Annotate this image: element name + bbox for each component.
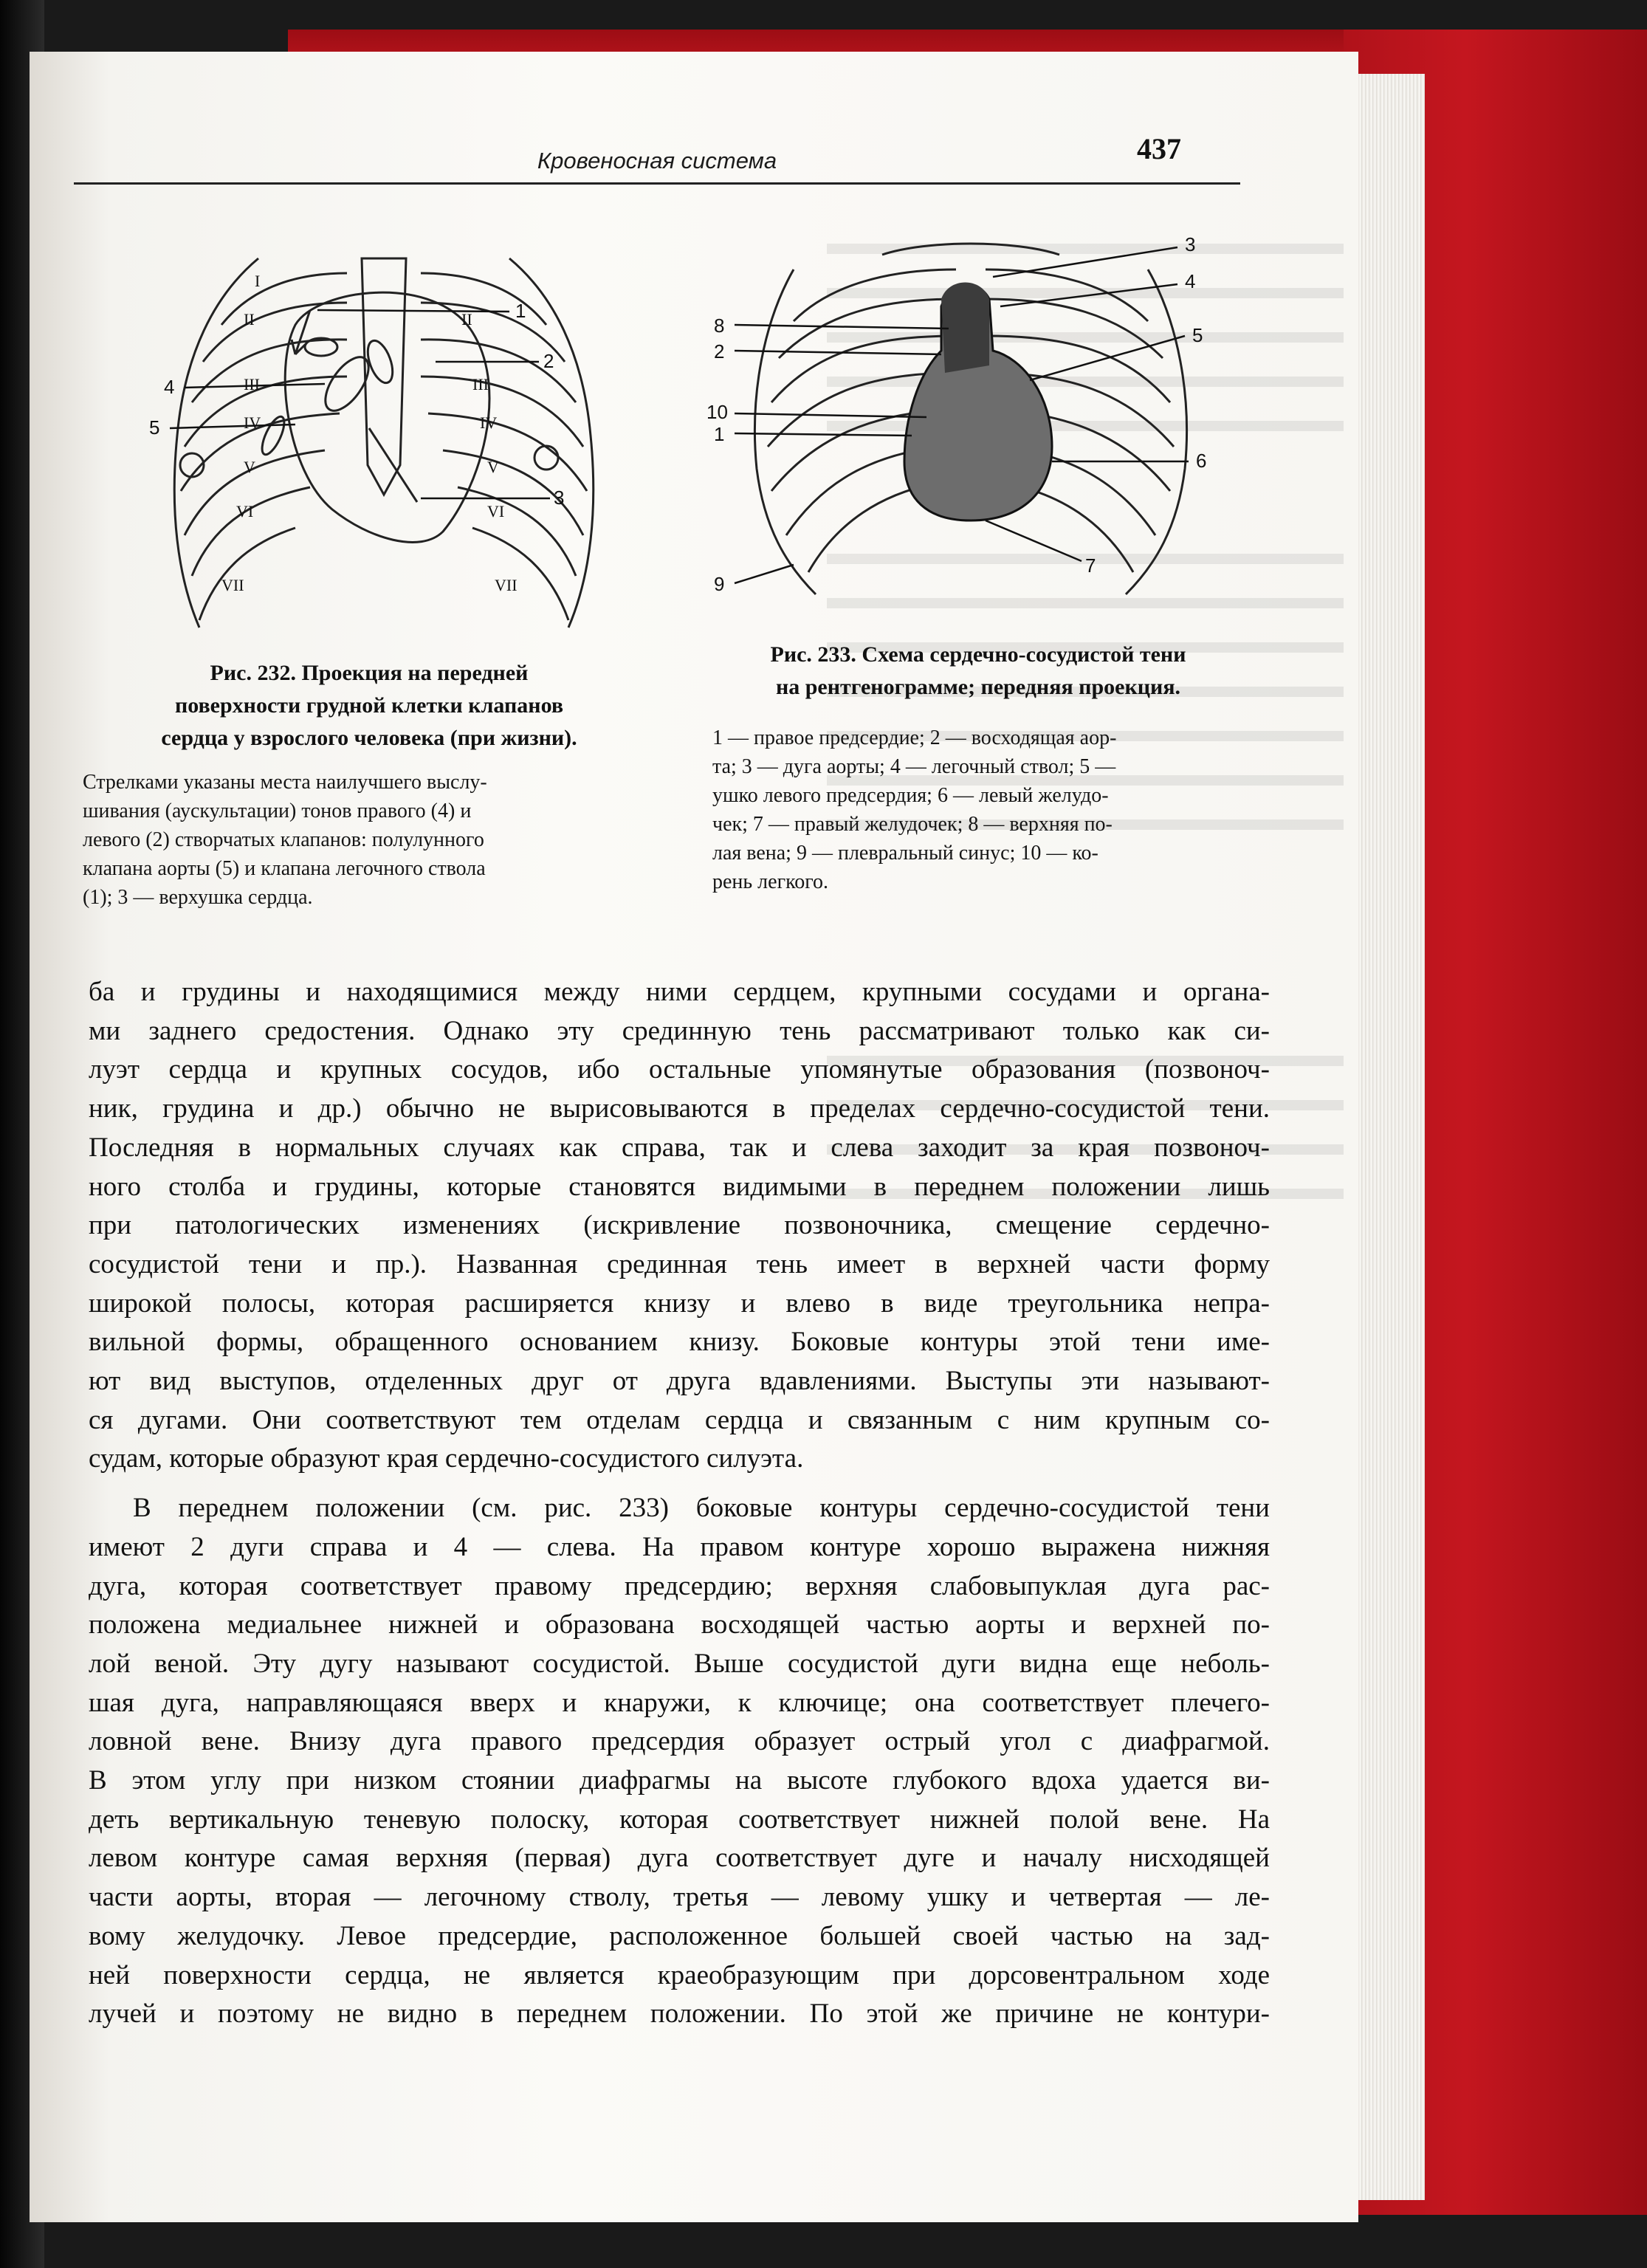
body-text-line: ба и грудины и находящимися между ними сердцем, крупными сосудами и органа-: [89, 977, 1270, 1007]
caption-line: лая вена; 9 — плевральный синус; 10 — ко-: [712, 842, 1098, 865]
body-text-line: луэт сердца и крупных сосудов, ибо остальные упомянутые образования (позвоноч-: [89, 1054, 1270, 1085]
caption-line: поверхности грудной клетки клапанов: [174, 693, 564, 718]
callout-4: 4: [164, 376, 175, 398]
body-text-line: ник, грудина и др.) обычно не вырисовываются в пределах сердечно-сосудистой тени.: [89, 1093, 1270, 1124]
body-text-line: вому желудочку. Левое предсердие, расположенное большей своей частью на зад-: [89, 1920, 1270, 1951]
figure-232-caption: [83, 768, 626, 912]
caption-line: клапана аорты (5) и клапана легочного ствола: [83, 857, 486, 880]
body-text-line: ся дугами. Они соответствуют тем отделам сердца и связанным с ним крупным со-: [89, 1404, 1270, 1435]
callout-2: 2: [714, 340, 725, 362]
callout-5: 5: [1192, 324, 1203, 346]
rib-label-right-6: VI: [487, 502, 505, 520]
rib-label-right-3: III: [472, 375, 489, 394]
figure-233-title: [712, 639, 1244, 704]
caption-line: левого (2) створчатых клапанов: полулунного: [83, 828, 484, 851]
body-text-line: широкой полосы, которая расширяется книзу и влево в виде треугольника непра-: [89, 1288, 1270, 1319]
callout-2: 2: [543, 350, 554, 372]
body-text-line: имеют 2 дуги справа и 4 — слева. На правом контуре хорошо выражена нижняя: [89, 1531, 1270, 1562]
caption-line: сердца у взрослого человека (при жизни).: [161, 726, 577, 750]
rib-label-right-4: IV: [480, 413, 498, 432]
body-text-line: В этом углу при низком стоянии диафрагмы на высоте глубокого вдоха удается ви-: [89, 1765, 1270, 1796]
body-text-line: В переднем положении (см. рис. 233) боковые контуры сердечно-сосудистой тени: [133, 1493, 1270, 1524]
rib-label-left-7: VII: [221, 576, 244, 594]
callout-4: 4: [1185, 270, 1196, 292]
rib-label-left-5: V: [244, 458, 255, 476]
body-text-line: при патологических изменениях (искривление позвоночника, смещение сердечно-: [89, 1210, 1270, 1241]
caption-line: ушко левого предсердия; 6 — левый желудо-: [712, 784, 1109, 807]
caption-line: Стрелками указаны места наилучшего выслу-: [83, 771, 487, 794]
rib-label-left-3: III: [244, 375, 260, 394]
body-text-line: судам, которые образуют края сердечно-сосудистого силуэта.: [89, 1443, 804, 1474]
callout-1: 1: [714, 423, 725, 445]
running-title: Кровеносная система: [537, 148, 777, 173]
caption-line: рень легкого.: [712, 870, 829, 893]
body-text-line: части аорты, вторая — легочному стволу, третья — левому ушку и четвертая — ле-: [89, 1882, 1270, 1913]
page-number: 437: [1137, 132, 1181, 165]
caption-line: Рис. 232. Проекция на передней: [210, 661, 529, 685]
rib-label-left-4: IV: [244, 413, 261, 432]
caption-line: чек; 7 — правый желудочек; 8 — верхняя по-: [712, 813, 1113, 836]
callout-10: 10: [706, 401, 728, 423]
body-text-line: лучей и поэтому не видно в переднем положении. По этой же причине не контури-: [89, 1999, 1270, 2030]
callout-8: 8: [714, 315, 725, 337]
caption-line: шивания (аускультации) тонов правого (4) и: [83, 800, 472, 822]
callout-5: 5: [149, 416, 160, 439]
body-text-line: дуга, которая соответствует правому предсердию; верхняя слабовыпуклая дуга рас-: [89, 1570, 1270, 1601]
body-text-line: вильной формы, обращенного основанием книзу. Боковые контуры этой тени име-: [89, 1327, 1270, 1358]
body-text-line: сосудистой тени и пр.). Названная срединная тень имеет в верхней части форму: [89, 1248, 1270, 1279]
rib-label-right-2: II: [461, 310, 472, 329]
auscultation-point: [258, 413, 289, 457]
rib-label-right-5: V: [487, 458, 499, 476]
rib-label-right-7: VII: [495, 576, 518, 594]
callout-6: 6: [1196, 450, 1207, 472]
figure-232-title: [103, 657, 635, 755]
right-auscultation-circle: [534, 446, 558, 470]
rib-label-left-6: VI: [236, 502, 254, 520]
body-text-line: лой веной. Эту дугу называют сосудистой. Выше сосудистой дуги видна еще неболь-: [89, 1648, 1270, 1679]
callout-7: 7: [1085, 554, 1096, 577]
caption-line: на рентгенограмме; передняя проекция.: [775, 675, 1181, 699]
callout-1: 1: [515, 300, 526, 322]
figure-233-caption: [712, 724, 1238, 896]
body-text-line: ного столба и грудины, которые становятся видимыми в переднем положении лишь: [89, 1171, 1270, 1202]
rib-label-left-1: I: [255, 272, 261, 290]
body-text-line: левом контуре самая верхняя (первая) дуга соответствует дуге и началу нисходящей: [89, 1843, 1270, 1874]
caption-line: та; 3 — дуга аорты; 4 — легочный ствол; 5 —: [712, 755, 1116, 778]
caption-line: (1); 3 — верхушка сердца.: [83, 886, 313, 909]
callout-9: 9: [714, 573, 725, 595]
figure-232-heart-valves-diagram: [125, 244, 642, 657]
body-text-line: ней поверхности сердца, не является краеобразующим при дорсовентральном ходе: [89, 1959, 1270, 1990]
figure-232-drawing: [125, 244, 642, 657]
rib-label-left-2: II: [244, 310, 255, 329]
body-text-line: положена медиальнее нижней и образована восходящей частью аорты и верхней по-: [89, 1609, 1270, 1640]
body-text-line: шая дуга, направляющаяся вверх и кнаружи, к ключице; она соответствует плечего-: [89, 1687, 1270, 1718]
body-text-line: ют вид выступов, отделенных друг от друга вдавлениями. Выступы эти называют-: [89, 1366, 1270, 1396]
clavicles: [882, 244, 1059, 255]
callout-3: 3: [1185, 233, 1196, 255]
figure-233-drawing: [705, 225, 1237, 609]
header-rule: [74, 182, 1240, 185]
body-text-line: деть вертикальную теневую полоску, которая соответствует нижней полой вене. На: [89, 1804, 1270, 1835]
body-text-line: Последняя в нормальных случаях как справа, так и слева заходит за края позвоноч-: [89, 1132, 1270, 1163]
caption-line: 1 — правое предсердие; 2 — восходящая аор-: [712, 726, 1117, 749]
body-text-line: ми заднего средостения. Однако эту срединную тень рассматривают только как си-: [89, 1015, 1270, 1046]
callout-3: 3: [554, 487, 565, 509]
figure-233-xray-shadow-diagram: [705, 225, 1237, 609]
body-text-line: ловной вене. Внизу дуга правого предсердия образует острый угол с диафрагмой.: [89, 1726, 1270, 1757]
caption-line: Рис. 233. Схема сердечно-сосудистой тени: [770, 642, 1186, 667]
heart-outline: [285, 292, 489, 542]
